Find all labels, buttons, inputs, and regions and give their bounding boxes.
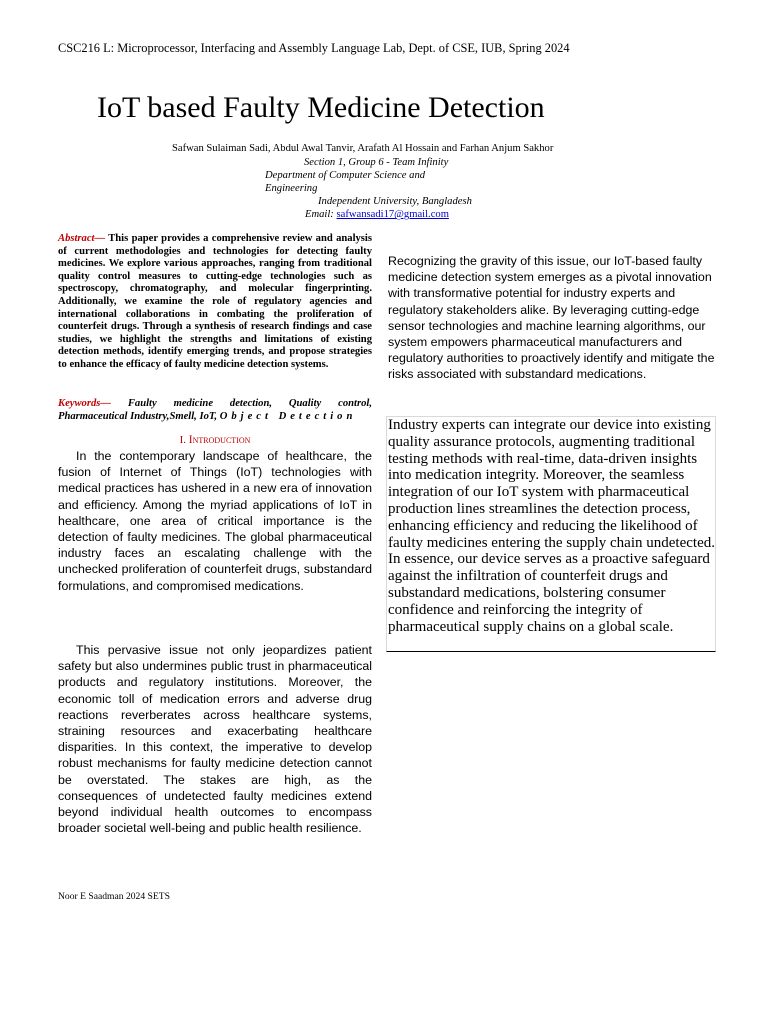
section-heading-introduction (58, 434, 372, 446)
abstract-label: Abstract (58, 233, 95, 244)
intro-paragraph-2: This pervasive issue not only jeopardizes patient safety but also undermines public trust in pharmaceutical products and regulatory institutions. Moreover, the economic toll of medication errors and adverse drug reactions reverberates across healthcare systems, straining resources and exacerbating healthcare disparities. In this context, the imperative to develop robust mechanisms for faulty medicine detection cannot be overstated. The stakes are high, as the consequences of undetected faulty medicines extend beyond individual health outcomes to encompass broader societal well-being and public health resilience. (58, 643, 372, 836)
affiliation-university: Independent University, Bangladesh (318, 196, 472, 208)
affiliation-department: Department of Computer Science and Engineering (265, 170, 426, 195)
section-number: I. (179, 434, 187, 446)
affiliation-email-row (265, 208, 475, 221)
email-label: Email: (305, 209, 334, 221)
affiliation-block (265, 156, 475, 221)
keywords-label: Keywords (58, 398, 101, 409)
email-link[interactable]: safwansadi17@gmail.com (336, 209, 449, 221)
abstract-block (58, 233, 372, 372)
intro-paragraph-1: In the contemporary landscape of healthcare, the fusion of Internet of Things (IoT) technologies with medical practices has ushered in a new era of innovation and efficiency. Among the myriad applications of IoT in healthcare, one area of critical importance is the detection of faulty medicines. The global pharmaceutical industry faces an escalating challenge with the unchecked proliferation of counterfeit drugs, substandard formulations, and compromised medications. (58, 449, 372, 593)
keywords-dash: — (100, 398, 111, 409)
keywords-block (58, 397, 372, 423)
section-title: Introduction (188, 434, 251, 446)
intro-paragraph-3: Recognizing the gravity of this issue, our IoT-based faulty medicine detection system emerges as a pivotal innovation with transformative potential for industry experts and regulatory stakeholders alike. By leveraging cutting-edge sensor technologies and machine learning algorithms, our system empowers pharmaceutical manufacturers and regulatory authorities to proactively identify and mitigate the risks associated with substandard medications. (388, 254, 715, 382)
affiliation-section: Section 1, Group 6 - Team Infinity (304, 157, 449, 168)
abstract-text: This paper provides a comprehensive review and analysis of current methodologies and technologies for detecting faulty medicines. We explore various approaches, ranging from traditional quality control measures to cutting-edge technologies such as spectroscopy, chromatography, and molecular fingerprinting. Additionally, we examine the role of regulatory agencies and international collaborations in combating the proliferation of counterfeit drugs. Through a synthesis of research findings and case studies, we highlight the strengths and limitations of existing detection methods, identify emerging trends, and propose strategies to enhance the efficacy of faulty medicine detection systems. (58, 233, 372, 370)
abstract-dash: — (94, 233, 106, 244)
keywords-text: Faulty medicine detection, Quality control, Pharmaceutical Industry,Smell, IoT, (58, 398, 372, 422)
keywords-spaced-text: Object Detection (219, 411, 357, 422)
author-list: Safwan Sulaiman Sadi, Abdul Awal Tanvir, Arafath Al Hossain and Farhan Anjum Sakhor (172, 143, 554, 154)
running-header: CSC216 L: Microprocessor, Interfacing and Assembly Language Lab, Dept. of CSE, IUB, Spring 2024 (58, 41, 570, 55)
page-footer: Noor E Saadman 2024 SETS (58, 891, 170, 902)
paper-title: IoT based Faulty Medicine Detection (97, 91, 545, 124)
intro-paragraph-4: Industry experts can integrate our device into existing quality assurance protocols, augmenting traditional testing methods with real-time, data-driven insights into medication integrity. Moreover, the seamless integration of our IoT system with pharmaceutical production lines streamlines the detection process, enhancing efficiency and reducing the likelihood of faulty medicines entering the supply chain undetected. In essence, our device serves as a proactive safeguard against the infiltration of counterfeit drugs and substandard medications, bolstering consumer confidence and reinforcing the integrity of pharmaceutical supply chains on a global scale. (388, 417, 715, 635)
